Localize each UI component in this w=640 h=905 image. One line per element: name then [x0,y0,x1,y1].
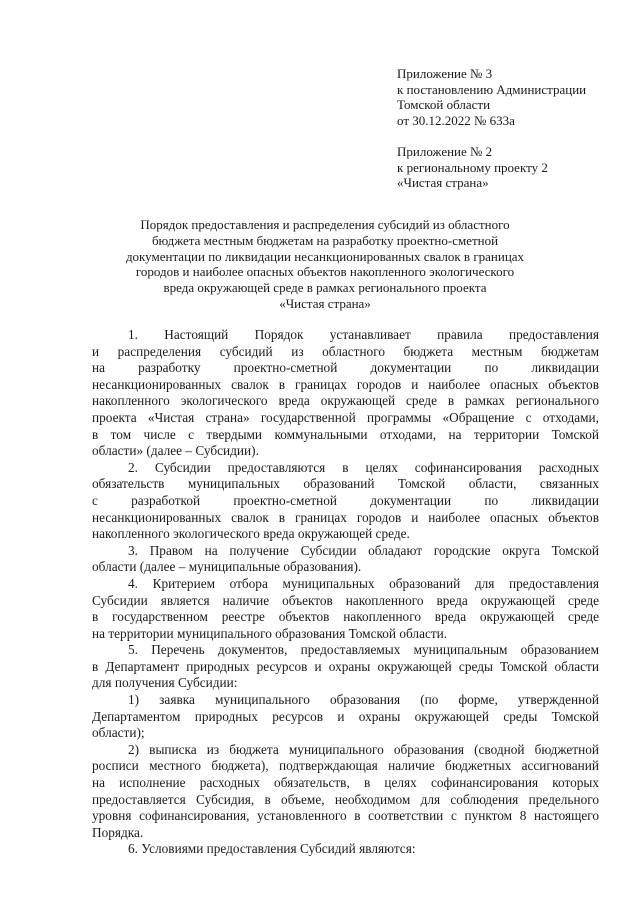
approval-block-appendix-2 [397,144,627,191]
approval-line: к региональному проекту 2 [397,159,548,175]
paragraph [92,327,599,460]
paragraph-line: предоставляется Субсидия, в объеме, необходимом для соблюдения предельного [92,791,599,807]
approval-line: от 30.12.2022 № 633а [397,112,515,128]
paragraph [92,841,599,858]
approval-line: Томской области [397,97,491,112]
paragraph-line: на исполнение расходных обязательств, в целях софинансирования которых [92,775,599,791]
paragraph [92,576,599,642]
paragraph [92,742,599,842]
paragraph-line: Порядка. [92,824,144,840]
approval-line: к постановлению Администрации [397,81,587,97]
document-title [80,217,570,312]
paragraph-line: 2) выписка из бюджета муниципального образования (сводной бюджетной [128,741,599,757]
paragraph-line: на территории муниципального образования Томской области. [92,625,448,641]
title-line: бюджета местным бюджетам на разработку проектно-сметной [151,232,499,248]
paragraph-line: 2. Субсидии предоставляются в целях софинансирования расходных [128,459,599,475]
paragraph-line: 4. Критерием отбора муниципальных образований для предоставления [128,575,599,591]
title-line: «Чистая страна» [279,295,371,311]
document-body [92,327,599,858]
approval-stamp [397,66,627,191]
paragraph-line: для получения Субсидии: [92,675,238,691]
approval-block-appendix-3 [397,66,627,128]
paragraph-line: накопленного экологического вреда окружающей среде. [92,526,410,542]
paragraph-line: области); [92,725,145,741]
paragraph-line: 1) заявка муниципального образования (по форме, утвержденной [128,692,599,708]
paragraph-line: росписи местного бюджета), подтверждающая наличие бюджетных ассигнований [92,758,599,774]
paragraph-line: несанкционированных свалок в границах городов и наиболее опасных объектов [92,376,599,392]
paragraph-line: 1. Настоящий Порядок устанавливает правила предоставления [128,327,599,342]
paragraph-line: 3. Правом на получение Субсидии обладают городские округа Томской [128,542,599,558]
title-line: документации по ликвидации несанкционированных свалок в границах [125,248,525,264]
paragraph [92,460,599,543]
paragraph-line: накопленного экологического вреда окружающей среде в рамках регионального [92,393,599,409]
paragraph-line: в государственном реестре объектов накопленного вреда окружающей среде [92,609,599,625]
paragraph-line: с разработкой проектно-сметной документации по ликвидации [92,492,599,508]
paragraph-line: в Департамент природных ресурсов и охраны окружающей среды Томской области [92,658,599,674]
paragraph [92,642,599,692]
title-line: Порядок предоставления и распределения субсидий из областного [140,217,510,232]
paragraph-line: 5. Перечень документов, предоставляемых муниципальным образованием [128,642,599,658]
paragraph-line: Субсидии является наличие объектов накопленного вреда окружающей среде [92,592,599,608]
title-line: городов и наиболее опасных объектов накопленного экологического [135,264,515,280]
title-line: вреда окружающей среде в рамках регионального проекта [163,280,487,296]
paragraph-line: на разработку проектно-сметной документации по ликвидации [92,360,599,376]
approval-line: Приложение № 2 [397,144,493,159]
paragraph-line: в том числе с твердыми коммунальными отходами, на территории Томской [92,426,599,442]
paragraph-line: области (далее – муниципальные образования). [92,559,362,575]
paragraph [92,543,599,576]
paragraph-line: и распределения субсидий из областного бюджета местным бюджетам [92,343,599,359]
approval-line: Приложение № 3 [397,66,493,81]
paragraph-line: обязательств муниципальных образований Томской области, связанных [92,476,599,492]
paragraph-line: области» (далее – Субсидии). [92,443,259,459]
paragraph [92,692,599,742]
paragraph-line: Департаментом природных ресурсов и охраны окружающей среды Томской [92,708,599,724]
paragraph-line: несанкционированных свалок в границах городов и наиболее опасных объектов [92,509,599,525]
approval-line: «Чистая страна» [397,175,489,190]
paragraph-line: уровня софинансирования, установленного в соответствии с пунктом 8 настоящего [92,808,599,824]
paragraph-line: 6. Условиями предоставления Субсидий являются: [128,841,416,857]
paragraph-line: проекта «Чистая страна» государственной программы «Обращение с отходами, [92,409,599,425]
